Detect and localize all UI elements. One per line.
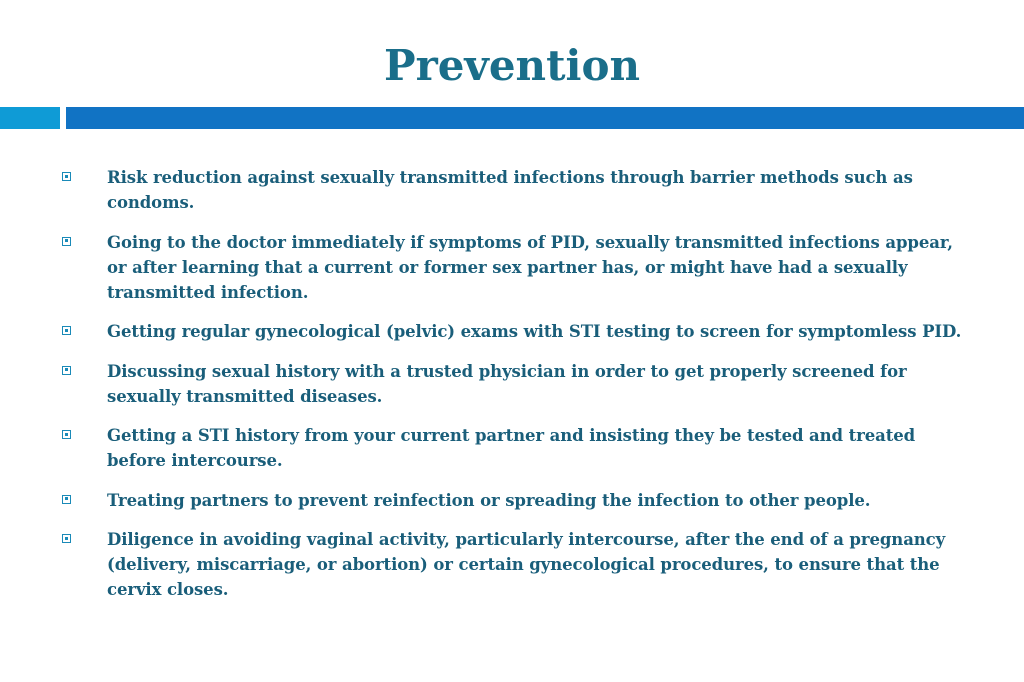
bullet-list [0, 165, 1024, 617]
bullet-text: Going to the doctor immediately if symptoms of PID, sexually transmitted infections appear, or after learning that a current or former sex partner has, or might have had a sexually transmitted infection. [107, 232, 953, 302]
bullet-text: Treating partners to prevent reinfection or spreading the infection to other people. [107, 490, 871, 510]
slide-title: Prevention [384, 41, 640, 90]
square-bullet-icon [62, 534, 71, 543]
square-bullet-icon [62, 172, 71, 181]
bullet-item [0, 359, 1024, 409]
bullet-text: Risk reduction against sexually transmitted infections through barrier methods such as condoms. [107, 168, 913, 212]
square-bullet-icon [62, 326, 71, 335]
bullet-item [0, 165, 1024, 215]
bullet-item [0, 527, 1024, 602]
bullet-item [0, 488, 1024, 513]
square-bullet-icon [62, 237, 71, 246]
square-bullet-icon [62, 430, 71, 439]
bullet-item [0, 230, 1024, 305]
title-accent-bar-right [66, 107, 1024, 129]
square-bullet-icon [62, 495, 71, 504]
bullet-text: Discussing sexual history with a trusted physician in order to get properly screened for sexually transmitted diseases. [107, 361, 907, 406]
bullet-item [0, 319, 1024, 344]
bullet-text: Getting regular gynecological (pelvic) exams with STI testing to screen for symptomless PID. [107, 322, 962, 341]
bullet-item [0, 423, 1024, 473]
square-bullet-icon [62, 366, 71, 375]
title-accent-bar-left [0, 107, 60, 129]
bullet-text: Diligence in avoiding vaginal activity, particularly intercourse, after the end of a pregnancy (delivery, miscarriage, or abortion) or certain gynecological procedures, to ensure that the cervix closes. [107, 530, 946, 599]
bullet-text: Getting a STI history from your current partner and insisting they be tested and treated before intercourse. [107, 426, 916, 470]
